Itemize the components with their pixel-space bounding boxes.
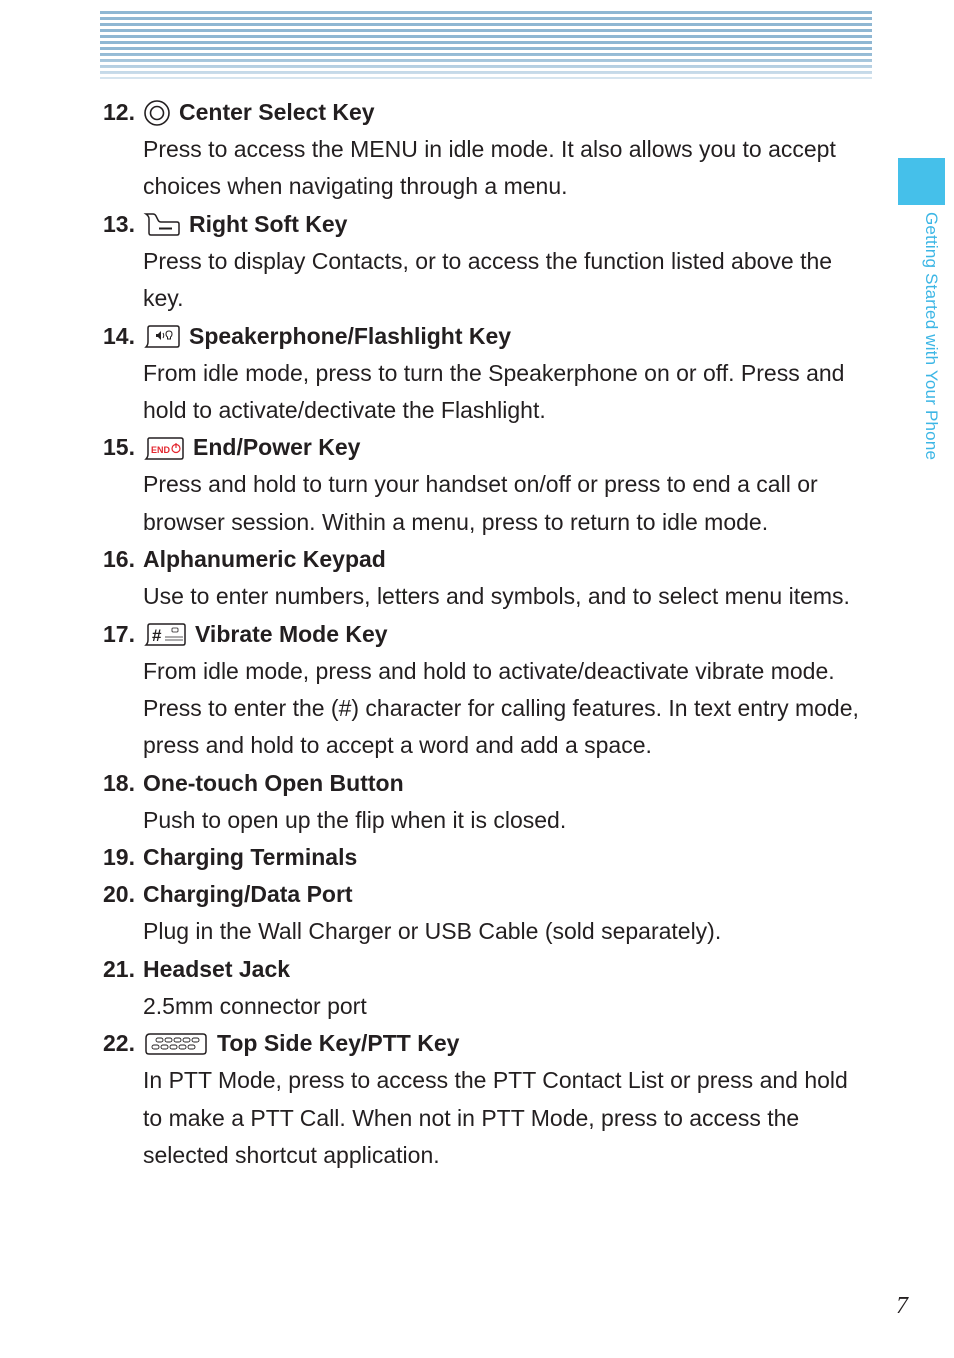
svg-text:#: # <box>152 626 162 646</box>
item-title: Top Side Key/PTT Key <box>217 1030 460 1057</box>
item-heading <box>103 765 868 802</box>
item-number: 18. <box>103 769 135 796</box>
item-number: 14. <box>103 322 135 349</box>
item-number: 12. <box>103 99 135 125</box>
item-description: Plug in the Wall Charger or USB Cable (sold separately). <box>143 918 722 945</box>
ptt-key-icon <box>143 1031 209 1057</box>
item-heading <box>103 541 868 578</box>
item-heading <box>103 429 868 466</box>
item-title: Vibrate Mode Key <box>195 620 388 647</box>
item-description: Use to enter numbers, letters and symbols, and to select menu items. <box>143 583 850 610</box>
item-title: Center Select Key <box>179 99 375 125</box>
item-title: Alphanumeric Keypad <box>143 546 386 573</box>
item-heading <box>103 839 868 876</box>
item-number: 13. <box>103 210 135 237</box>
center-select-icon <box>143 99 171 127</box>
page-number: 7 <box>896 1293 908 1319</box>
chapter-tab <box>898 158 945 205</box>
item-description: Press and hold to turn your handset on/off or press to end a call or browser session. Within a menu, press to return to idle mode. <box>143 471 818 535</box>
list-item <box>103 429 868 541</box>
key-description-list <box>103 94 868 1174</box>
list-item <box>103 541 868 615</box>
item-title: End/Power Key <box>193 434 361 461</box>
item-title: Charging Terminals <box>143 844 358 871</box>
item-title: Charging/Data Port <box>143 881 353 908</box>
item-title: Right Soft Key <box>189 210 348 237</box>
item-heading <box>103 94 868 131</box>
list-item <box>103 206 868 318</box>
item-heading <box>103 1025 868 1062</box>
list-item <box>103 951 868 1025</box>
list-item <box>103 765 868 839</box>
vibrate-hash-icon <box>143 621 187 647</box>
item-heading <box>103 951 868 988</box>
list-item <box>103 94 868 206</box>
end-power-icon <box>143 435 185 461</box>
item-title: Speakerphone/Flashlight Key <box>189 322 512 349</box>
item-heading <box>103 206 868 243</box>
right-soft-key-icon <box>143 211 181 237</box>
item-number: 17. <box>103 620 135 647</box>
item-description: Press to display Contacts, or to access the function listed above the key. <box>143 247 833 312</box>
item-heading <box>103 318 868 355</box>
item-number: 21. <box>103 955 135 982</box>
list-item <box>103 839 868 876</box>
item-title: Headset Jack <box>143 955 291 982</box>
item-description: From idle mode, press and hold to activate/deactivate vibrate mode. Press to enter the (#) character for calling features. In text entry mode, press and hold to accept a word and add a space. <box>143 657 859 759</box>
item-number: 16. <box>103 546 135 573</box>
item-title: One-touch Open Button <box>143 769 404 796</box>
list-item <box>103 876 868 950</box>
list-item <box>103 616 868 765</box>
item-description: Push to open up the flip when it is closed. <box>143 806 567 833</box>
speakerphone-icon <box>143 323 181 349</box>
item-description: From idle mode, press to turn the Speakerphone on or off. Press and hold to activate/dectivate the Flashlight. <box>143 359 845 424</box>
header-stripes <box>100 11 872 79</box>
item-number: 20. <box>103 881 135 908</box>
item-heading <box>103 876 868 913</box>
list-item <box>103 318 868 430</box>
item-description: Press to access the MENU in idle mode. It also allows you to accept choices when navigating through a menu. <box>143 136 836 200</box>
item-number: 22. <box>103 1030 135 1057</box>
item-heading <box>103 616 868 653</box>
chapter-label: Getting Started with Your Phone <box>922 212 941 461</box>
item-description: 2.5mm connector port <box>143 992 367 1019</box>
item-number: 19. <box>103 844 135 871</box>
list-item <box>103 1025 868 1174</box>
item-number: 15. <box>103 434 135 461</box>
item-description: In PTT Mode, press to access the PTT Contact List or press and hold to make a PTT Call. When not in PTT Mode, press to access the selected shortcut application. <box>143 1067 848 1168</box>
svg-text:END: END <box>151 444 171 455</box>
